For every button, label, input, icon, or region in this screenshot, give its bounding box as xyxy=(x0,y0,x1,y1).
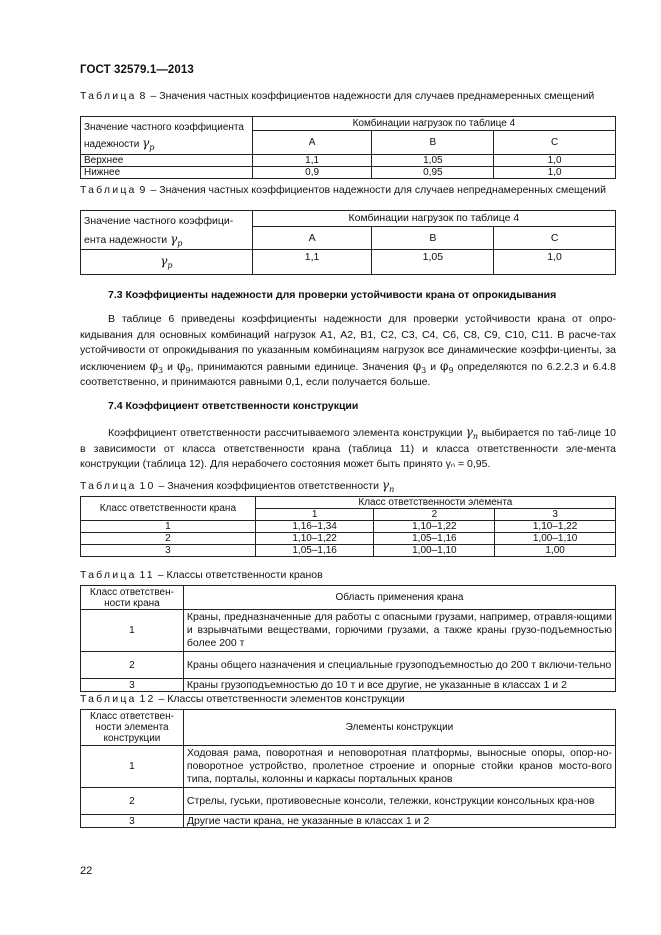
document-header: ГОСТ 32579.1—2013 xyxy=(80,64,194,76)
table8-label: Таблица xyxy=(80,90,137,102)
table-row xyxy=(81,679,616,692)
table9-label: Таблица xyxy=(80,184,137,196)
table11-header-area: Область применения крана xyxy=(183,586,615,610)
table11-header-class: Класс ответствен-ности крана xyxy=(81,586,184,610)
table8-col: A xyxy=(252,131,372,155)
table-row xyxy=(81,521,616,533)
gamma-n-sub: n xyxy=(472,432,479,441)
table10-gamma-symbol: γ xyxy=(381,478,390,492)
table9-caption xyxy=(80,184,616,196)
phi-symbol: φ xyxy=(149,358,159,373)
table8-header-group: Комбинации нагрузок по таблице 4 xyxy=(252,117,615,131)
table8-num: 8 xyxy=(139,90,148,102)
table-row xyxy=(81,155,616,167)
table10-caption-text: – Значения коэффициентов ответственности xyxy=(158,480,379,492)
section-7-3-title: 7.3 Коэффициенты надежности для проверки устойчивости крана от опрокидывания xyxy=(108,289,557,301)
section-7-4-text-2: выбирается по таб-лице 10 в зависимости от класса ответственности крана (таблица 11) и класса ответственности эле-мента конструкции (таблица 12). Для нерабочего состояния может быть принято γₙ = 0,95. xyxy=(80,427,617,470)
table8-col: C xyxy=(494,131,616,155)
table12 xyxy=(80,709,616,828)
table8-cell: 1,0 xyxy=(494,167,616,179)
phi-sub-3: 3 xyxy=(421,365,427,375)
table8 xyxy=(80,116,616,179)
table10-num: 10 xyxy=(139,480,156,492)
table10-cell: 1,00–1,10 xyxy=(495,533,616,545)
section-7-3-and: и xyxy=(430,360,437,373)
table8-header-line2: надежности xyxy=(84,138,140,150)
section-7-3-and: и xyxy=(167,360,173,373)
table11-row-text: Краны, предназначенные для работы с опасными грузами, например, отравля-ющими и взрывчатыми веществами, горючими грузами, а также краны грузо-подъемностью более 200 т xyxy=(183,610,615,652)
section-7-4-title: 7.4 Коэффициент ответственности конструкции xyxy=(108,400,359,412)
table10-caption xyxy=(80,479,616,493)
table8-row-name: Нижнее xyxy=(81,167,253,179)
table11-row-text: Краны общего назначения и специальные грузоподъемностью до 200 т включи-тельно xyxy=(183,652,615,679)
table12-row-text: Другие части крана, не указанные в классах 1 и 2 xyxy=(183,815,615,828)
table10-col: 2 xyxy=(374,509,495,521)
table9-header-line2: ента надежности xyxy=(84,234,168,246)
table9-header-line1: Значение частного коэффици- xyxy=(84,215,234,227)
table8-col: B xyxy=(372,131,494,155)
table9-row-gamma xyxy=(81,250,253,275)
table10-label: Таблица xyxy=(80,480,137,492)
phi-sub-9: 9 xyxy=(185,365,191,375)
table8-header-line1: Значение частного коэффициента xyxy=(84,121,244,133)
phi-symbol: φ xyxy=(176,358,186,373)
table11-row-text: Краны грузоподъемностью до 10 т и все другие, не указанные в классах 1 и 2 xyxy=(183,679,615,692)
page-number: 22 xyxy=(80,865,93,877)
table10-cell: 1,00 xyxy=(495,545,616,557)
section-7-3-text-3: определяются по 6.2.2.3 и 6.4.8 соответственно, и принимаются равными 0,1, если получается больше. xyxy=(80,360,616,388)
table12-header-class: Класс ответствен-ности элемента конструкции xyxy=(81,710,184,746)
table8-caption xyxy=(80,90,616,102)
table10-gamma-sub: n xyxy=(389,485,395,494)
table10-cell: 1,10–1,22 xyxy=(374,521,495,533)
table8-cell: 0,95 xyxy=(372,167,494,179)
table9-row-gamma-symbol: γ xyxy=(160,254,168,268)
table10-col: 3 xyxy=(495,509,616,521)
table12-caption-text: – Классы ответственности элементов конструкции xyxy=(158,693,405,705)
table9-caption-text: – Значения частных коэффициентов надежности для случаев непреднамеренных смещений xyxy=(150,184,606,196)
table12-row-class: 2 xyxy=(81,788,184,815)
table9-row-gamma-sub: p xyxy=(167,261,173,270)
table12-row-class: 3 xyxy=(81,815,184,828)
table9 xyxy=(80,210,616,275)
table-row xyxy=(81,167,616,179)
gamma-n-symbol: γ xyxy=(465,425,473,439)
table11-row-class: 1 xyxy=(81,610,184,652)
table11 xyxy=(80,585,616,692)
table11-row-class: 2 xyxy=(81,652,184,679)
table-row xyxy=(81,815,616,828)
table-row xyxy=(81,533,616,545)
section-7-3-text-2: , принимаются равными единице. Значения xyxy=(190,360,409,373)
table8-cell: 0,9 xyxy=(252,167,372,179)
table-row xyxy=(81,746,616,788)
table-row xyxy=(81,788,616,815)
table10-cell: 1,05–1,16 xyxy=(255,545,374,557)
table9-col: B xyxy=(372,227,494,250)
table8-row-name: Верхнее xyxy=(81,155,253,167)
table8-gamma-symbol: γ xyxy=(142,135,150,150)
table12-row-text: Стрелы, гуськи, противовесные консоли, тележки, конструкции консольных кра-нов xyxy=(183,788,615,815)
section-7-3-text-1: В таблице 6 приведены коэффициенты надежности для проверки устойчивости крана от опро-кидывания для основных комбинаций нагрузок А1, А2, В1, С2, С3, С4, С6, С8, С9, С10, С11. В расче-тах устойчивости от опрокидывания по указанным комбинациям нагрузок все динамические коэффи-циенты, за исключением xyxy=(80,313,616,373)
table-row xyxy=(81,250,616,275)
table11-caption xyxy=(80,569,616,581)
table10-cell: 1,16–1,34 xyxy=(255,521,374,533)
table11-label: Таблица xyxy=(80,569,137,581)
table8-cell: 1,05 xyxy=(372,155,494,167)
table10 xyxy=(80,496,616,557)
table12-num: 12 xyxy=(139,693,156,705)
table12-row-class: 1 xyxy=(81,746,184,788)
table12-header-elements: Элементы конструкции xyxy=(183,710,615,746)
phi-symbol: φ xyxy=(412,358,422,373)
table10-cell: 1,10–1,22 xyxy=(495,521,616,533)
table10-row-name: 1 xyxy=(81,521,256,533)
table10-header-crane-class: Класс ответственности крана xyxy=(81,497,256,521)
table10-cell: 1,00–1,10 xyxy=(374,545,495,557)
table9-col: A xyxy=(252,227,372,250)
table8-gamma-sub: p xyxy=(149,142,155,152)
phi-sub-3: 3 xyxy=(158,365,164,375)
table8-header-param xyxy=(81,117,253,155)
table10-row-name: 3 xyxy=(81,545,256,557)
table9-cell: 1,0 xyxy=(494,250,616,275)
table10-cell: 1,10–1,22 xyxy=(255,533,374,545)
table10-col: 1 xyxy=(255,509,374,521)
section-7-4-text-1: Коэффициент ответственности рассчитываемого элемента конструкции xyxy=(108,427,463,439)
table9-gamma-symbol: γ xyxy=(170,232,178,246)
table12-caption xyxy=(80,693,616,705)
phi-symbol: φ xyxy=(440,358,449,373)
table-row xyxy=(81,545,616,557)
table10-row-name: 2 xyxy=(81,533,256,545)
table8-caption-text: – Значения частных коэффициентов надежности для случаев преднамеренных смещений xyxy=(150,90,595,102)
table10-header-group: Класс ответственности элемента xyxy=(255,497,615,509)
table11-row-class: 3 xyxy=(81,679,184,692)
table11-num: 11 xyxy=(139,569,155,581)
table9-gamma-sub: p xyxy=(177,239,183,248)
section-7-4-paragraph xyxy=(80,425,616,473)
table12-row-text: Ходовая рама, поворотная и неповоротная платформы, выносные опоры, опор-но-поворотное устройство, пролетное строение и опорные стойки кранов мосто-вого типа, порталы, колонны и каркасы портальных кранов xyxy=(183,746,615,788)
section-7-3-paragraph xyxy=(80,312,616,391)
table-row xyxy=(81,610,616,652)
table10-cell: 1,05–1,16 xyxy=(374,533,495,545)
table8-cell: 1,0 xyxy=(494,155,616,167)
table9-cell: 1,05 xyxy=(372,250,494,275)
table9-num: 9 xyxy=(139,184,148,196)
table9-header-group: Комбинации нагрузок по таблице 4 xyxy=(252,211,615,227)
table9-header-param xyxy=(81,211,253,250)
table9-col: C xyxy=(494,227,616,250)
table9-cell: 1,1 xyxy=(252,250,372,275)
table11-caption-text: – Классы ответственности кранов xyxy=(157,569,323,581)
table8-cell: 1,1 xyxy=(252,155,372,167)
phi-sub-9: 9 xyxy=(448,365,454,375)
table12-label: Таблица xyxy=(80,693,137,705)
table-row xyxy=(81,652,616,679)
